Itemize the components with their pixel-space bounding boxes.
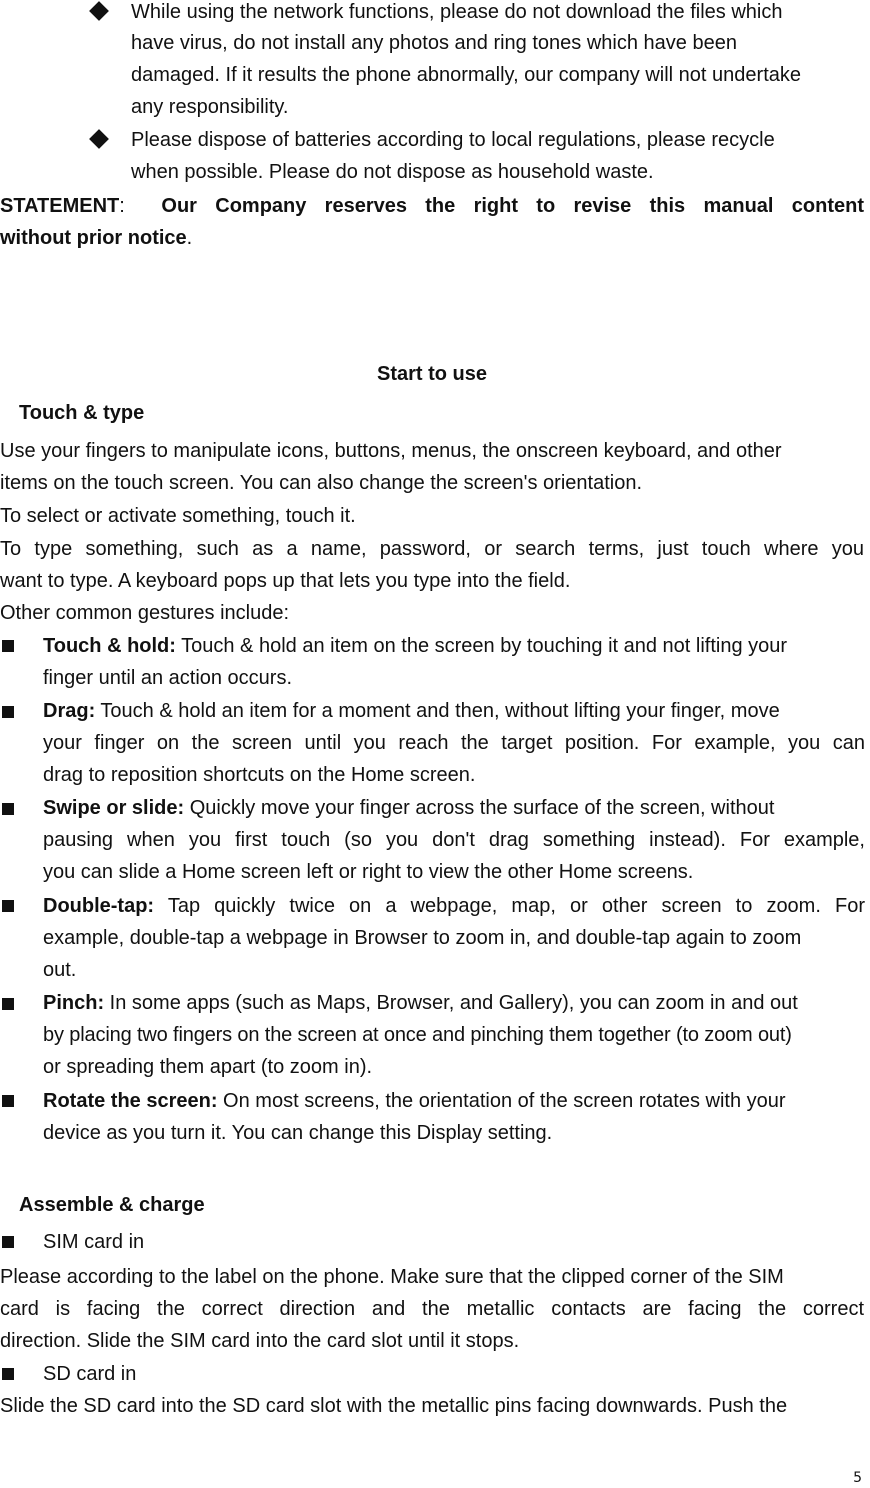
gesture-text: example, double-tap a webpage in Browser to zoom in, and double-tap again to zoom [43, 927, 802, 949]
paragraph: Other common gestures include: [0, 602, 290, 624]
square-bullet-icon [2, 900, 14, 912]
gesture-text: your finger on the screen until you reach the target position. For example, you can [43, 732, 865, 754]
gesture-term: Swipe or slide: [43, 797, 185, 819]
gesture-text: or spreading them apart (to zoom in). [43, 1056, 373, 1078]
diamond-bullet-icon [89, 1, 109, 21]
statement-period: . [186, 227, 193, 249]
gesture-term: Double-tap: [43, 895, 155, 917]
paragraph: card is facing the correct direction and the metallic contacts are facing the correct [0, 1298, 864, 1320]
section-title: Start to use [376, 363, 488, 385]
statement-colon: : [119, 195, 125, 217]
bullet-text: Please dispose of batteries according to local regulations, please recycle [131, 129, 775, 151]
square-bullet-icon [2, 1368, 14, 1380]
gesture-item: Swipe or slide: Quickly move your finger across the surface of the screen, without [43, 797, 775, 819]
square-bullet-icon [2, 1236, 14, 1248]
square-bullet-icon [2, 998, 14, 1010]
paragraph: want to type. A keyboard pops up that lets you type into the field. [0, 570, 571, 592]
gesture-item: Touch & hold: Touch & hold an item on the screen by touching it and not lifting your [43, 635, 788, 657]
paragraph: Please according to the label on the phone. Make sure that the clipped corner of the SIM [0, 1266, 784, 1288]
gesture-item: Pinch: In some apps (such as Maps, Browser, and Gallery), you can zoom in and out [43, 992, 798, 1014]
square-bullet-icon [2, 706, 14, 718]
gesture-text: you can slide a Home screen left or right to view the other Home screens. [43, 861, 694, 883]
assemble-heading: Assemble & charge [19, 1194, 205, 1216]
paragraph: items on the touch screen. You can also change the screen's orientation. [0, 472, 643, 494]
gesture-text: out. [43, 959, 77, 981]
square-bullet-icon [2, 803, 14, 815]
bullet-text: any responsibility. [131, 96, 289, 118]
gesture-text: pausing when you first touch (so you don't drag something instead). For example, [43, 829, 865, 851]
gesture-text: drag to reposition shortcuts on the Home screen. [43, 764, 476, 786]
bullet-text: While using the network functions, please do not download the files which [131, 1, 783, 23]
gesture-text: device as you turn it. You can change this Display setting. [43, 1122, 553, 1144]
gesture-text: finger until an action occurs. [43, 667, 293, 689]
paragraph: To select or activate something, touch it. [0, 505, 356, 527]
gesture-item: Rotate the screen: On most screens, the orientation of the screen rotates with your [43, 1090, 786, 1112]
bullet-text: damaged. If it results the phone abnormally, our company will not undertake [131, 64, 801, 86]
page-number: 5 [853, 1470, 862, 1486]
square-bullet-icon [2, 640, 14, 652]
diamond-bullet-icon [89, 129, 109, 149]
gesture-item: Drag: Touch & hold an item for a moment and then, without lifting your finger, move [43, 700, 780, 722]
paragraph: Slide the SD card into the SD card slot with the metallic pins facing downwards. Push the [0, 1395, 788, 1417]
gesture-term: Pinch: [43, 992, 105, 1014]
statement-line-2 [0, 226, 192, 250]
paragraph: direction. Slide the SIM card into the card slot until it stops. [0, 1330, 520, 1352]
statement-text-2: without prior notice [0, 227, 187, 249]
statement-text: Our Company reserves the right to revise this manual content [161, 195, 864, 217]
gesture-term: Touch & hold: [43, 635, 176, 657]
gesture-term: Drag: [43, 700, 96, 722]
bullet-text: have virus, do not install any photos and ring tones which have been [131, 32, 737, 54]
statement-line [0, 194, 864, 218]
sim-label: SIM card in [43, 1231, 145, 1253]
square-bullet-icon [2, 1095, 14, 1107]
gesture-text: by placing two fingers on the screen at once and pinching them together (to zoom out) [43, 1024, 792, 1046]
paragraph: To type something, such as a name, password, or search terms, just touch where you [0, 538, 864, 560]
paragraph: Use your fingers to manipulate icons, buttons, menus, the onscreen keyboard, and other [0, 440, 782, 462]
bullet-text: when possible. Please do not dispose as household waste. [131, 161, 654, 183]
gesture-item: Double-tap: Tap quickly twice on a webpage, map, or other screen to zoom. For [43, 895, 865, 917]
statement-label: STATEMENT [0, 195, 120, 217]
sd-label: SD card in [43, 1363, 137, 1385]
gesture-term: Rotate the screen: [43, 1090, 218, 1112]
touch-type-heading: Touch & type [19, 402, 145, 424]
